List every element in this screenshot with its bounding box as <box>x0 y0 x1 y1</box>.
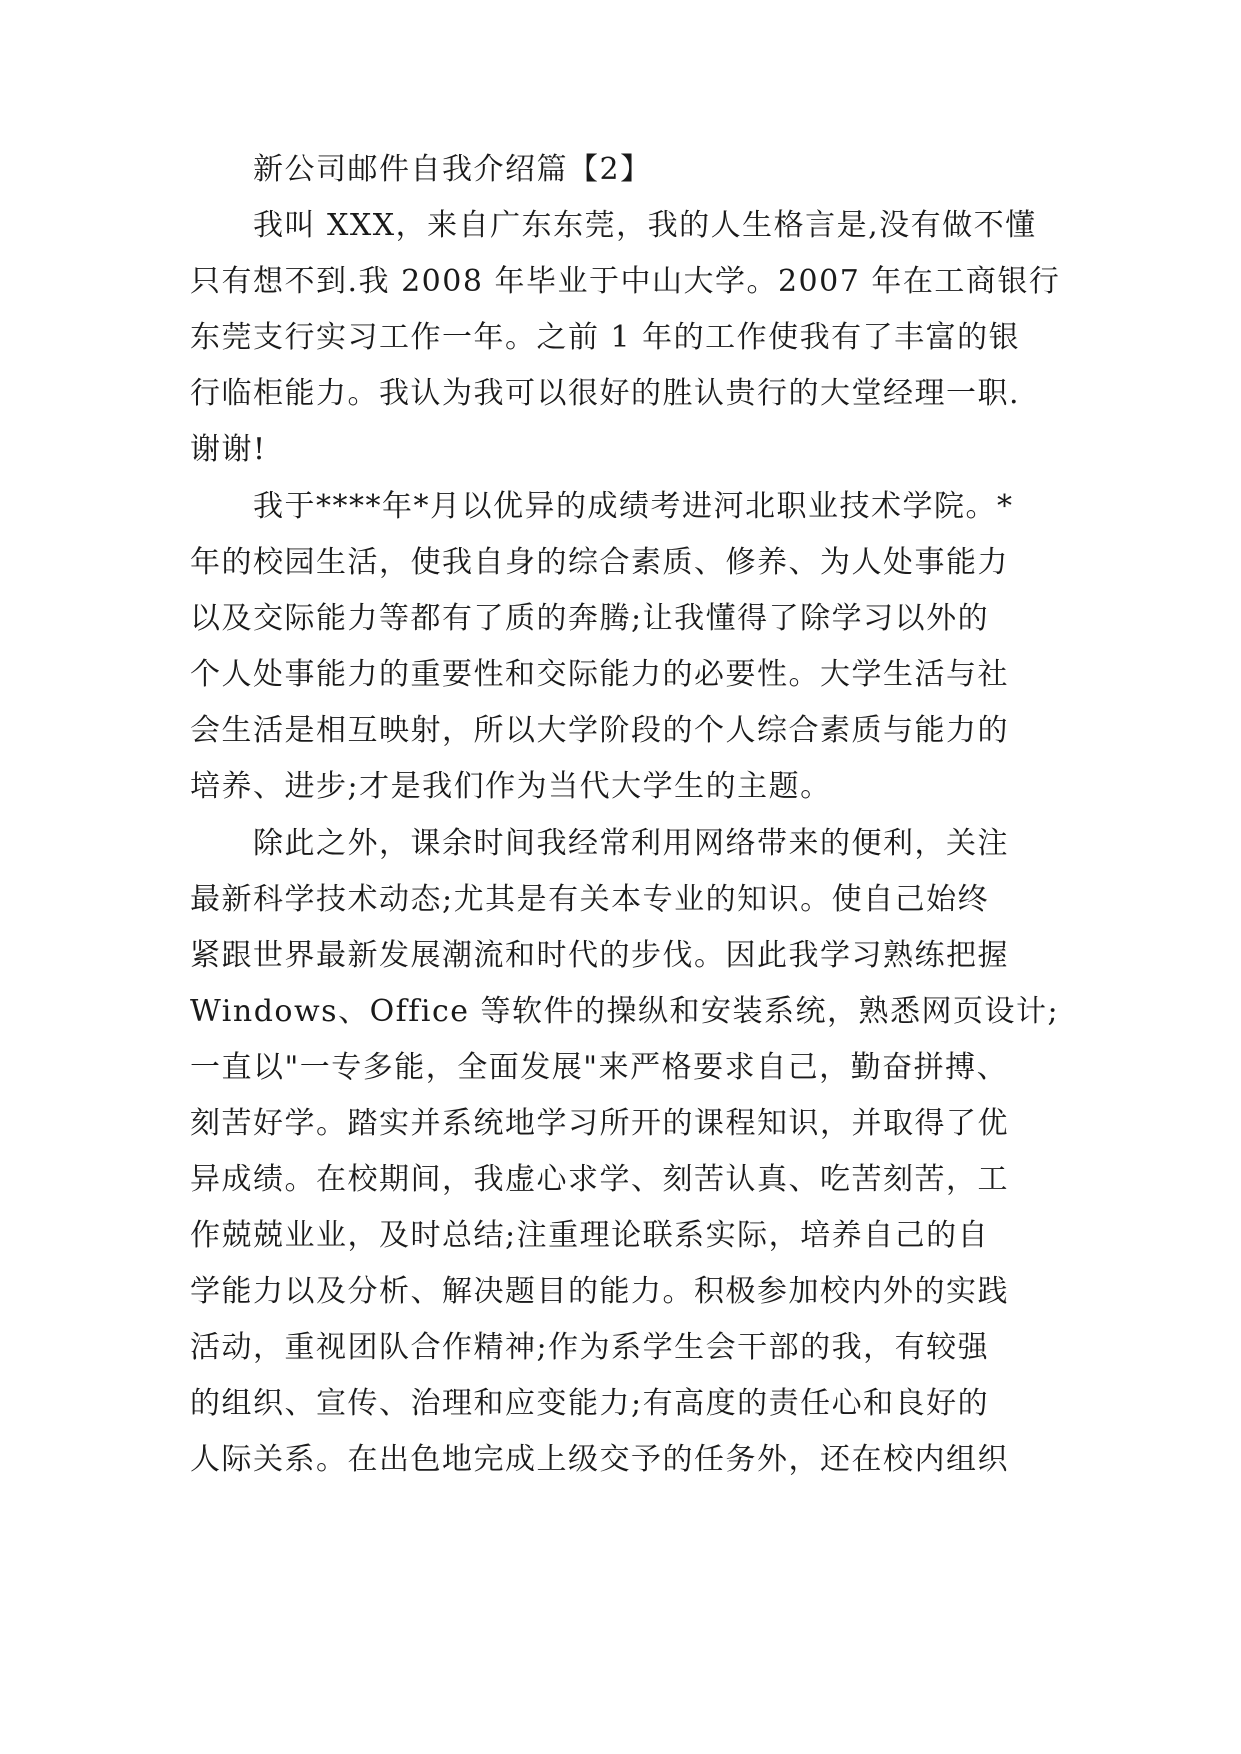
text-line: 异成绩。在校期间，我虚心求学、刻苦认真、吃苦刻苦，工 <box>190 1162 1009 1197</box>
text-line: 一直以"一专多能，全面发展"来严格要求自己，勤奋拼搏、 <box>190 1050 1009 1085</box>
text-line: 年的校园生活，使我自身的综合素质、修养、为人处事能力 <box>190 545 1009 580</box>
text-line: Windows、Office 等软件的操纵和安装系统，熟悉网页设计; <box>190 994 1060 1029</box>
text-line: 最新科学技术动态;尤其是有关本专业的知识。使自己始终 <box>190 882 990 917</box>
text-line: 作兢兢业业，及时总结;注重理论联系实际，培养自己的自 <box>190 1218 990 1253</box>
text-line: 会生活是相互映射，所以大学阶段的个人综合素质与能力的 <box>190 713 1009 748</box>
text-line: 只有想不到.我 2008 年毕业于中山大学。2007 年在工商银行 <box>190 264 1061 299</box>
text-line: 刻苦好学。踏实并系统地学习所开的课程知识，并取得了优 <box>190 1106 1009 1141</box>
text-line: 我于****年*月以优异的成绩考进河北职业技术学院。* <box>253 489 1014 524</box>
text-line: 行临柜能力。我认为我可以很好的胜认贵行的大堂经理一职. <box>190 376 1021 411</box>
text-line: 我叫 XXX，来自广东东莞，我的人生格言是,没有做不懂 <box>253 208 1037 243</box>
text-line: 谢谢! <box>190 432 267 467</box>
text-line: 东莞支行实习工作一年。之前 1 年的工作使我有了丰富的银 <box>190 320 1021 355</box>
text-line: 学能力以及分析、解决题目的能力。积极参加校内外的实践 <box>190 1274 1009 1309</box>
text-line: 人际关系。在出色地完成上级交予的任务外，还在校内组织 <box>190 1442 1009 1477</box>
heading: 新公司邮件自我介绍篇【2】 <box>253 152 652 187</box>
text-line: 以及交际能力等都有了质的奔腾;让我懂得了除学习以外的 <box>190 601 990 636</box>
text-line: 紧跟世界最新发展潮流和时代的步伐。因此我学习熟练把握 <box>190 938 1009 973</box>
text-line: 的组织、宣传、治理和应变能力;有高度的责任心和良好的 <box>190 1386 990 1421</box>
text-line: 培养、进步;才是我们作为当代大学生的主题。 <box>190 769 832 804</box>
text-line: 个人处事能力的重要性和交际能力的必要性。大学生活与社 <box>190 657 1009 692</box>
text-line: 除此之外，课余时间我经常利用网络带来的便利，关注 <box>253 826 1009 861</box>
text-line: 活动，重视团队合作精神;作为系学生会干部的我，有较强 <box>190 1330 990 1365</box>
